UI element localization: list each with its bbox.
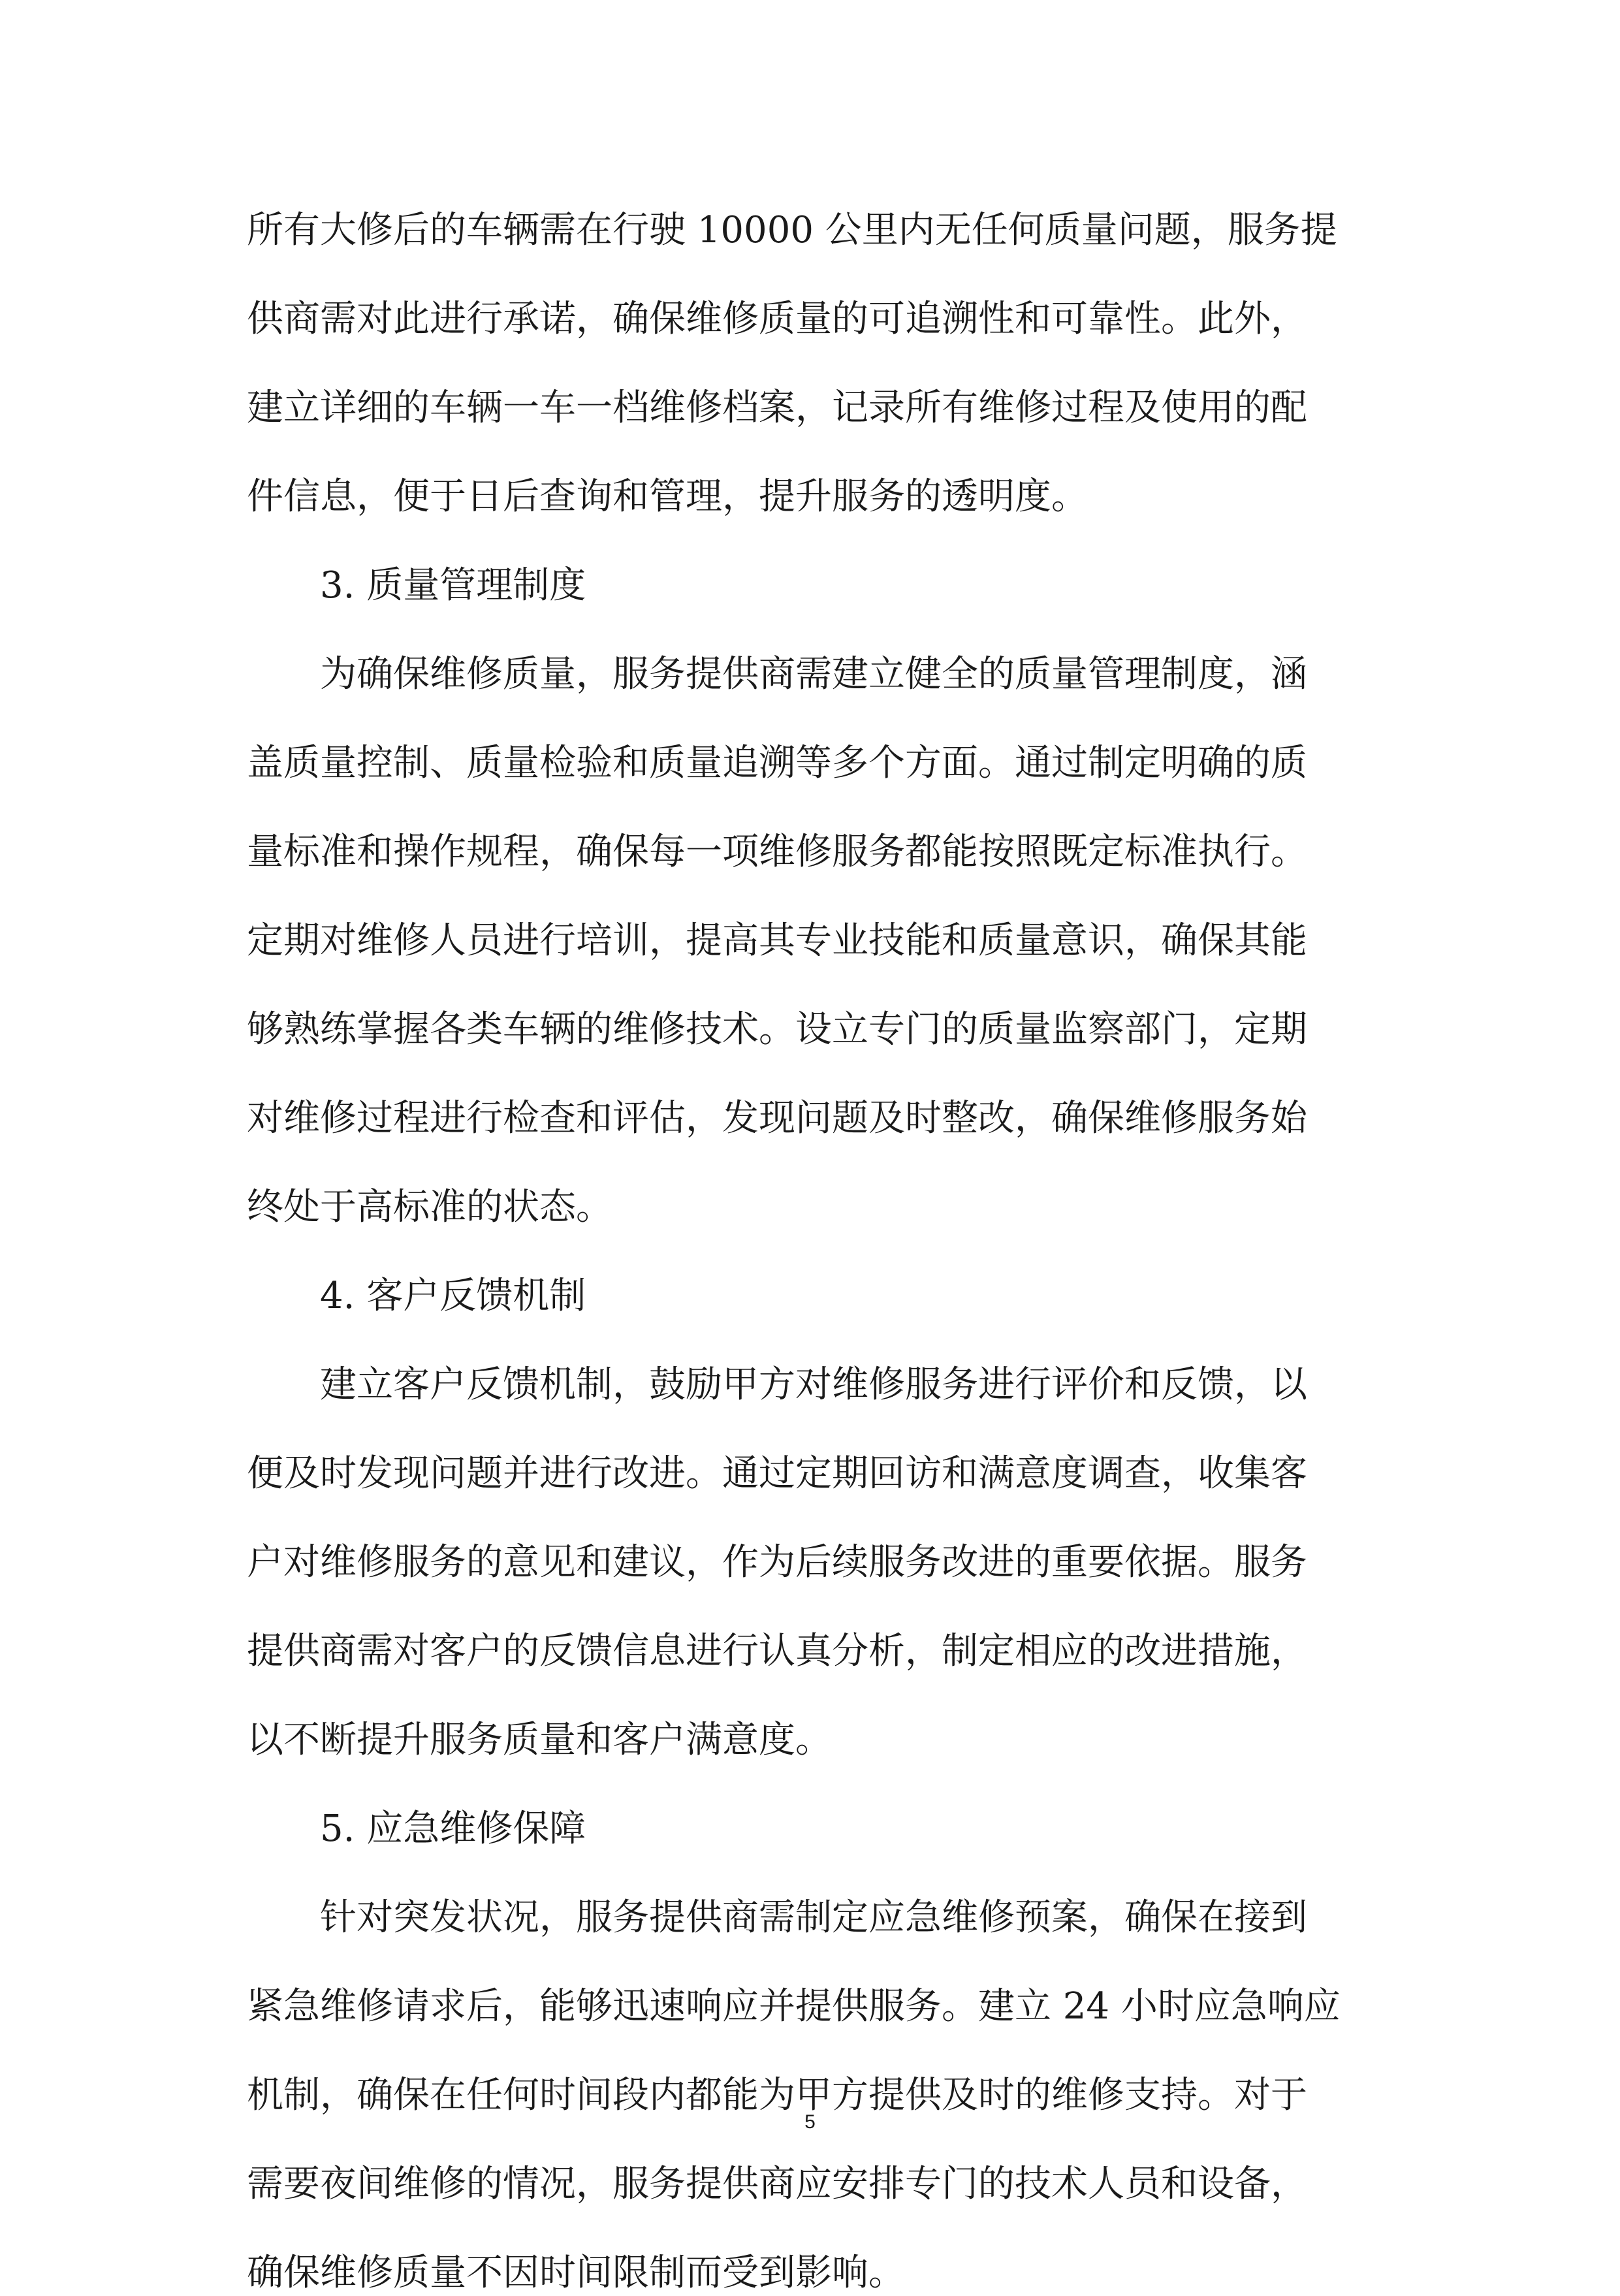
text-line: 定期对维修人员进行培训，提高其专业技能和质量意识，确保其能 (247, 919, 1307, 962)
text-line: 供商需对此进行承诺，确保维修质量的可追溯性和可靠性。此外， (247, 298, 1307, 340)
text-line: 够熟练掌握各类车辆的维修技术。设立专门的质量监察部门，定期 (247, 1008, 1307, 1051)
text-line: 以不断提升服务质量和客户满意度。 (247, 1719, 832, 1761)
text-line: 对维修过程进行检查和评估，发现问题及时整改，确保维修服务始 (247, 1097, 1307, 1140)
text-line: 建立详细的车辆一车一档维修档案，记录所有维修过程及使用的配 (247, 387, 1307, 429)
text-line: 紧急维修请求后，能够迅速响应并提供服务。建立 24 小时应急响应 (247, 1985, 1341, 2028)
text-line: 提供商需对客户的反馈信息进行认真分析，制定相应的改进措施， (247, 1630, 1307, 1672)
section-heading-4: 4. 客户反馈机制 (320, 1275, 586, 1317)
text-line: 确保维修质量不因时间限制而受到影响。 (247, 2252, 905, 2294)
paragraph-start: 建立客户反馈机制，鼓励甲方对维修服务进行评价和反馈，以 (320, 1363, 1307, 1406)
paragraph-start: 为确保维修质量，服务提供商需建立健全的质量管理制度，涵 (320, 653, 1307, 695)
section-heading-5: 5. 应急维修保障 (320, 1808, 586, 1850)
text-line: 机制，确保在任何时间段内都能为甲方提供及时的维修支持。对于 (247, 2074, 1307, 2116)
text-line: 盖质量控制、质量检验和质量追溯等多个方面。通过制定明确的质 (247, 742, 1307, 784)
paragraph-start: 针对突发状况，服务提供商需制定应急维修预案，确保在接到 (320, 1896, 1307, 1939)
text-line: 便及时发现问题并进行改进。通过定期回访和满意度调查，收集客 (247, 1452, 1307, 1495)
section-heading-3: 3. 质量管理制度 (320, 564, 586, 607)
text-line: 量标准和操作规程，确保每一项维修服务都能按照既定标准执行。 (247, 831, 1307, 873)
text-line: 所有大修后的车辆需在行驶 10000 公里内无任何质量问题，服务提 (247, 209, 1337, 251)
text-line: 终处于高标准的状态。 (247, 1186, 612, 1228)
text-line: 户对维修服务的意见和建议，作为后续服务改进的重要依据。服务 (247, 1541, 1307, 1584)
text-line: 需要夜间维修的情况，服务提供商应安排专门的技术人员和设备， (247, 2163, 1307, 2205)
page-number: 5 (804, 2111, 816, 2133)
text-line: 件信息，便于日后查询和管理，提升服务的透明度。 (247, 475, 1088, 518)
